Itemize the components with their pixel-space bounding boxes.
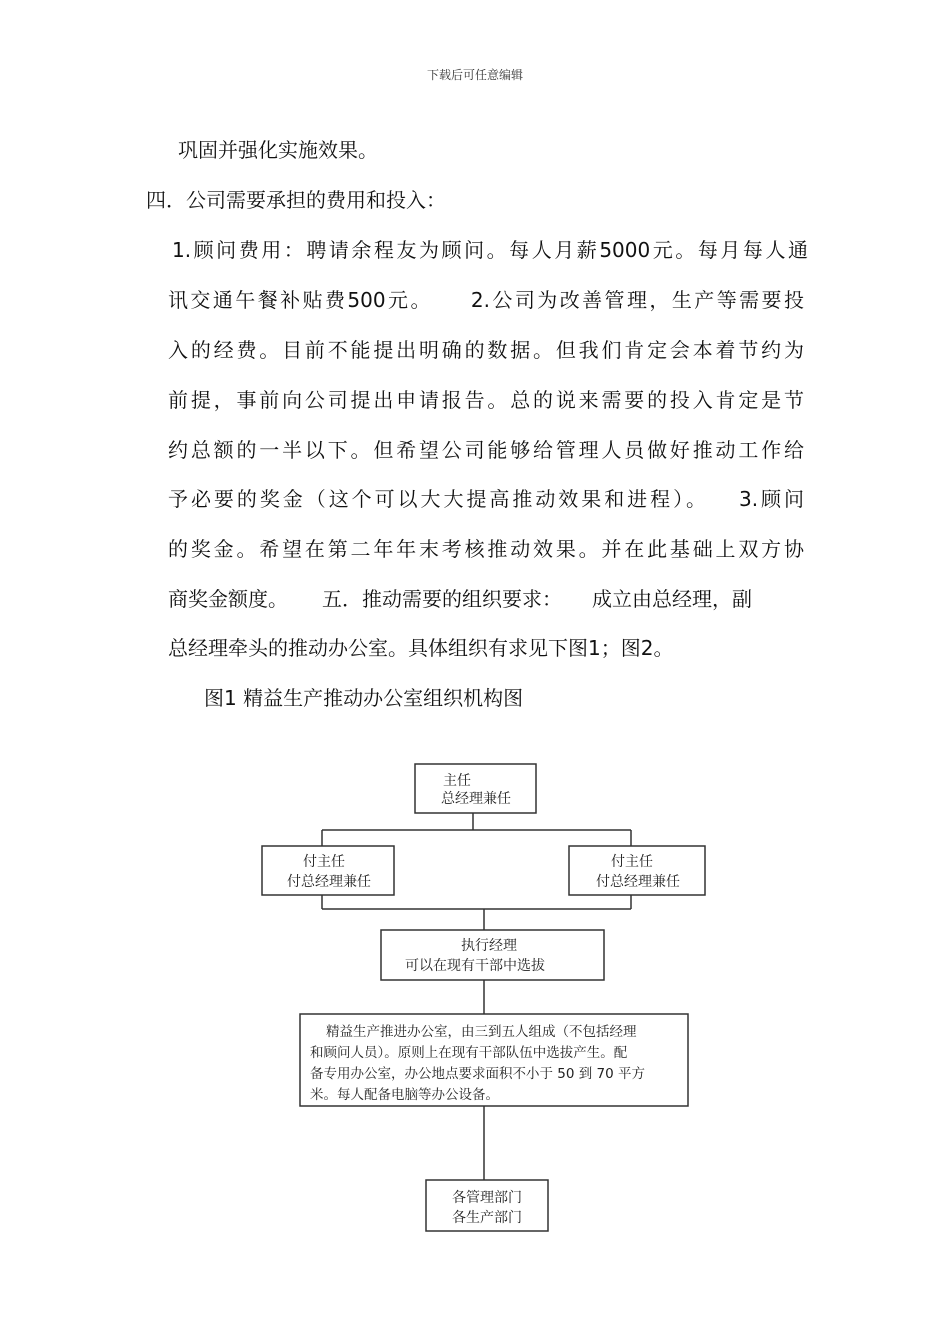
figure-caption: 图1 精益生产推动办公室组织机构图 (204, 686, 524, 710)
paragraph-line: 入的经费。目前不能提出明确的数据。但我们肯定会本着节约为 (168, 338, 804, 362)
office-description-line: 精益生产推进办公室，由三到五人组成（不包括经理 (326, 1024, 637, 1040)
paragraph-segment: 五．推动需要的组织要求： (322, 587, 562, 611)
director-note: 总经理兼任 (441, 791, 511, 807)
paragraph-segment: 成立由总经理，副 (592, 587, 752, 611)
paragraph-line: 1.顾问费用：聘请余程友为顾问。每人月薪5000元。每月每人通 (172, 238, 808, 262)
office-description-line: 和顾问人员）。原则上在现有干部队伍中选拔产生。配 (310, 1045, 628, 1061)
departments-production: 各生产部门 (452, 1210, 522, 1226)
executive-note: 可以在现有干部中选拔 (405, 958, 545, 974)
paragraph-segment: 予必要的奖金（这个可以大大提高推动效果和进程）。 (168, 487, 709, 511)
paragraph-line: 前提，事前向公司提出申请报告。总的说来需要的投入肯定是节 (168, 388, 804, 412)
office-description-line: 米。每人配备电脑等办公设备。 (310, 1087, 499, 1103)
paragraph-segment: 讯交通午餐补贴费500元。 (168, 288, 433, 312)
paragraph-line: 的奖金。希望在第二年年末考核推动效果。并在此基础上双方协 (168, 537, 804, 561)
executive-title: 执行经理 (461, 938, 517, 954)
departments-management: 各管理部门 (452, 1190, 522, 1206)
deputy-right-note: 付总经理兼任 (596, 874, 680, 890)
deputy-left-note: 付总经理兼任 (287, 874, 371, 890)
paragraph-segment: 3.顾问 (739, 487, 804, 511)
director-title: 主任 (443, 773, 471, 789)
paragraph-segment: 商奖金额度。 (168, 587, 288, 611)
deputy-right-title: 付主任 (611, 854, 653, 870)
paragraph-line: 约总额的一半以下。但希望公司能够给管理人员做好推动工作给 (168, 438, 804, 462)
deputy-left-title: 付主任 (303, 854, 345, 870)
page-header: 下载后可任意编辑 (426, 68, 523, 82)
paragraph-line: 巩固并强化实施效果。 (178, 138, 378, 162)
paragraph-segment: 2.公司为改善管理，生产等需要投 (470, 288, 804, 312)
paragraph-line: 总经理牵头的推动办公室。具体组织有求见下图1；图2。 (168, 636, 674, 660)
office-description-line: 备专用办公室，办公地点要求面积不小于 50 到 70 平方 (310, 1066, 646, 1082)
section-heading: 四．公司需要承担的费用和投入： (146, 188, 446, 212)
